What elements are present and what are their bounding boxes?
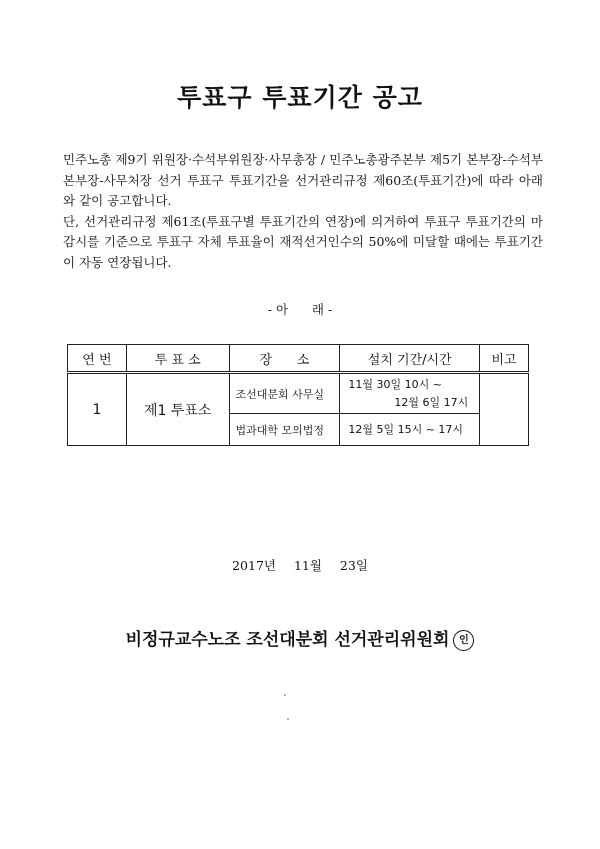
table-row <box>68 373 529 414</box>
notice-body <box>63 150 543 273</box>
row-note <box>480 373 529 446</box>
row-period-2: 12월 5일 15시 ~ 17시 <box>340 414 480 446</box>
header-place: 장 소 <box>229 345 340 373</box>
seal-stamp: 인 <box>453 630 474 651</box>
polling-schedule-table <box>67 344 529 446</box>
row-number: 1 <box>68 373 127 446</box>
notice-date: 2017년 11월 23일 <box>232 558 368 573</box>
row-place-1: 조선대분회 사무실 <box>229 373 340 414</box>
notice-title: 투표구 투표기간 공고 <box>177 83 423 112</box>
issuer-line <box>0 625 600 651</box>
table-header-row <box>68 345 529 373</box>
notice-paragraph-2: 단, 선거관리규정 제61조(투표구별 투표기간의 연장)에 의거하여 투표구 투표기간의 마감시를 기준으로 투표구 자체 투표율이 재적선거인수의 50%에 미달할 때에는 투표기간이 자동 연장됩니다. <box>63 213 543 270</box>
row-period-1-start: 11월 30일 10시 ~ <box>348 377 442 391</box>
header-period: 설치 기간/시간 <box>340 345 480 373</box>
notice-heading: - 아 래 - <box>267 302 333 317</box>
scan-speck <box>284 694 286 696</box>
issuer-name: 비정규교수노조 조선대분회 선거관리위원회 <box>125 630 450 650</box>
row-period-1-end: 12월 6일 17시 <box>394 395 469 409</box>
row-period-1 <box>340 373 480 414</box>
header-note: 비고 <box>480 345 529 373</box>
row-place-2: 법과대학 모의법정 <box>229 414 340 446</box>
header-number: 연 번 <box>68 345 127 373</box>
notice-paragraph-1: 민주노총 제9기 위원장·수석부위원장·사무총장 / 민주노총광주본부 제5기 본부장-수석부본부장-사무처장 선거 투표구 투표기간을 선거관리규정 제60조(투표기간)에 따라 아래와 같이 공고합니다. <box>63 152 543 208</box>
scan-speck <box>287 718 289 720</box>
row-station: 제1 투표소 <box>126 373 229 446</box>
header-station: 투 표 소 <box>126 345 229 373</box>
